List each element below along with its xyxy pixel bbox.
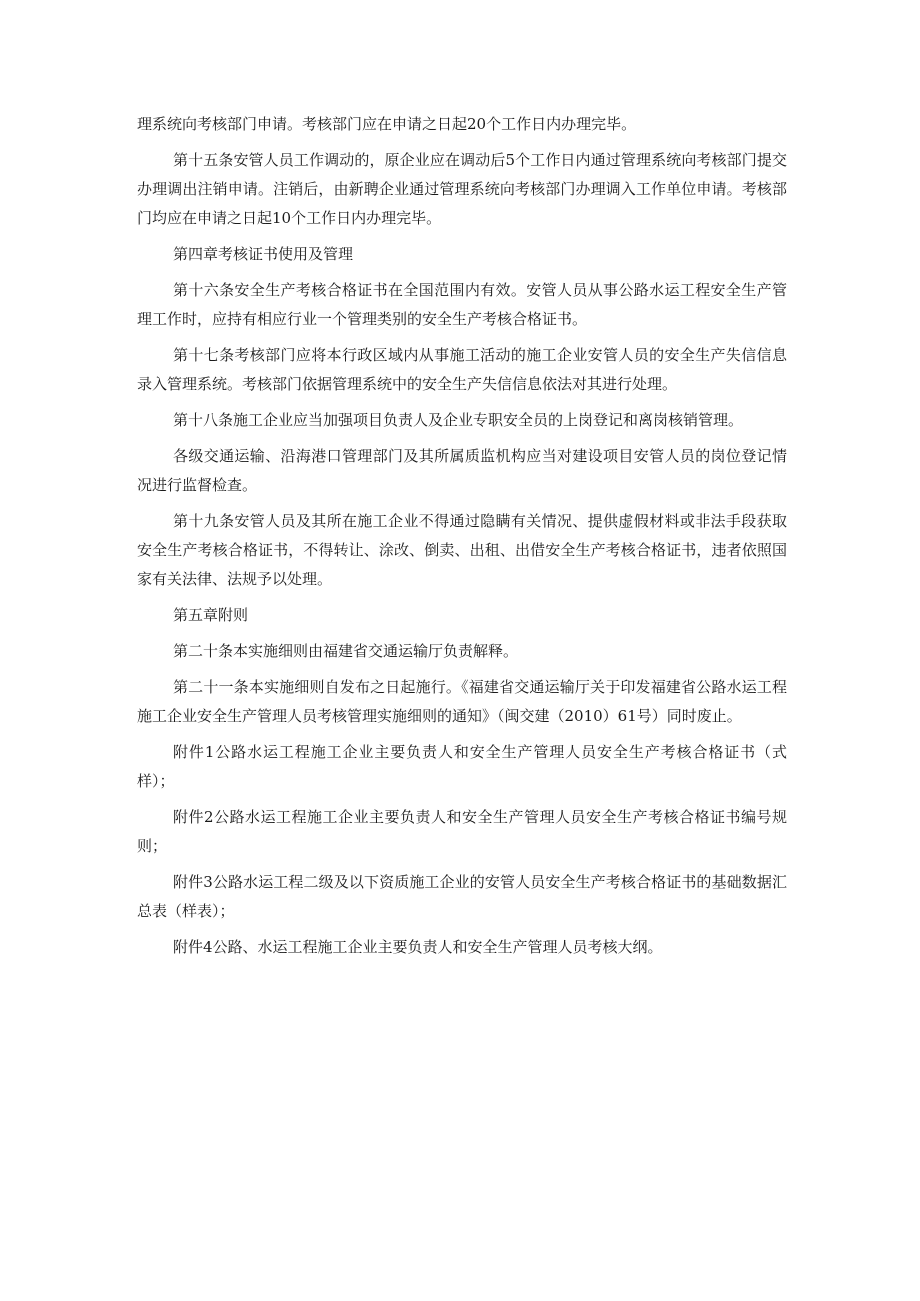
chapter-4-heading: 第四章考核证书使用及管理 bbox=[173, 245, 354, 263]
attachment-4: 附件4公路、水运工程施工企业主要负责人和安全生产管理人员考核大纲。 bbox=[173, 938, 663, 956]
attachment-2: 附件2公路水运工程施工企业主要负责人和安全生产管理人员安全生产考核合格证书编号规则； bbox=[137, 808, 787, 855]
chapter-5-heading: 第五章附则 bbox=[173, 606, 249, 624]
attachment-3: 附件3公路水运工程二级及以下资质施工企业的安管人员安全生产考核合格证书的基础数据汇总表（样表）； bbox=[137, 873, 787, 920]
paragraph-article-21: 第二十一条本实施细则自发布之日起施行。《福建省交通运输厅关于印发福建省公路水运工程施工企业安全生产管理人员考核管理实施细则的通知》（闽交建（2010）61号）同时废止。 bbox=[137, 678, 787, 725]
paragraph-continuation: 理系统向考核部门申请。考核部门应在申请之日起20个工作日内办理完毕。 bbox=[137, 115, 637, 133]
document-body bbox=[137, 110, 787, 969]
paragraph-article-15: 第十五条安管人员工作调动的，原企业应在调动后5个工作日内通过管理系统向考核部门提交办理调出注销申请。注销后，由新聘企业通过管理系统向考核部门办理调入工作单位申请。考核部门均应在申请之日起10个工作日内办理完毕。 bbox=[137, 151, 787, 227]
paragraph-article-20: 第二十条本实施细则由福建省交通运输厅负责解释。 bbox=[173, 642, 519, 660]
paragraph-article-16: 第十六条安全生产考核合格证书在全国范围内有效。安管人员从事公路水运工程安全生产管理工作时，应持有相应行业一个管理类别的安全生产考核合格证书。 bbox=[137, 281, 787, 328]
attachment-1: 附件1公路水运工程施工企业主要负责人和安全生产管理人员安全生产考核合格证书（式样）； bbox=[137, 743, 787, 790]
paragraph-article-17: 第十七条考核部门应将本行政区域内从事施工活动的施工企业安管人员的安全生产失信信息录入管理系统。考核部门依据管理系统中的安全生产失信信息依法对其进行处理。 bbox=[137, 346, 787, 393]
paragraph-article-18: 第十八条施工企业应当加强项目负责人及企业专职安全员的上岗登记和离岗核销管理。 bbox=[173, 411, 744, 429]
paragraph-supervision: 各级交通运输、沿海港口管理部门及其所属质监机构应当对建设项目安管人员的岗位登记情况进行监督检查。 bbox=[137, 447, 787, 494]
paragraph-article-19: 第十九条安管人员及其所在施工企业不得通过隐瞒有关情况、提供虚假材料或非法手段获取安全生产考核合格证书，不得转让、涂改、倒卖、出租、出借安全生产考核合格证书，违者依照国家有关法律、法规予以处理。 bbox=[137, 512, 787, 588]
